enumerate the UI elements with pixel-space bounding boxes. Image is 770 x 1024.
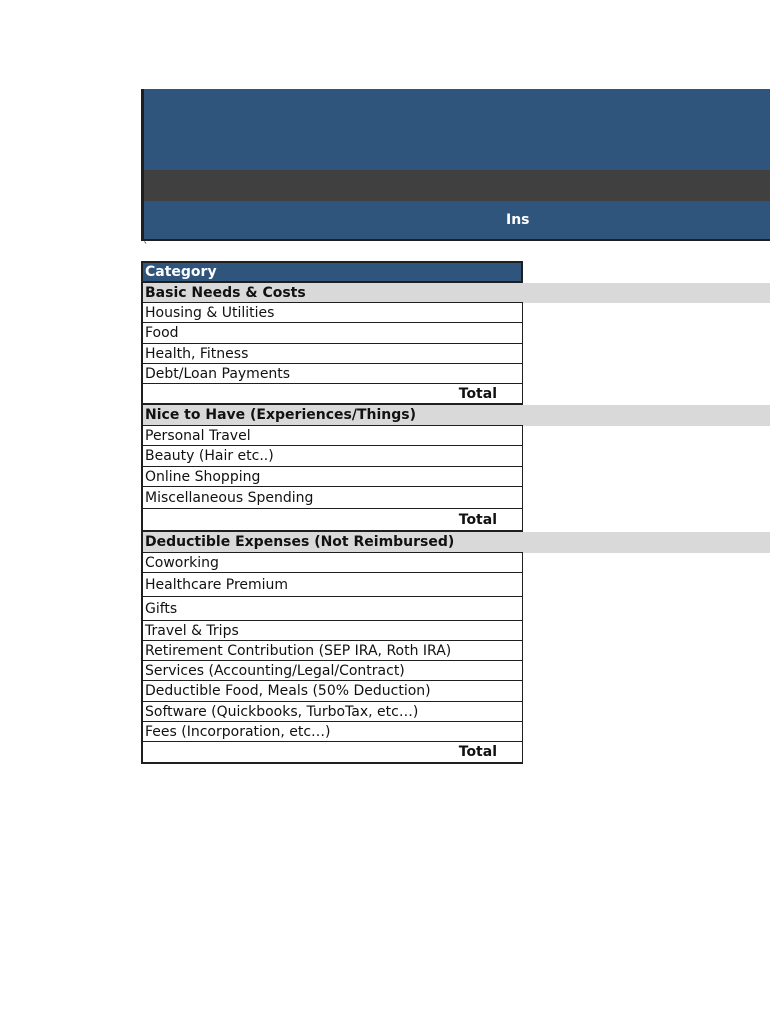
category-cell[interactable]: Personal Travel <box>141 426 523 446</box>
subtitle-text: Ins <box>506 212 530 228</box>
category-cell[interactable]: Fees (Incorporation, etc…) <box>141 722 523 742</box>
category-cell[interactable]: Online Shopping <box>141 467 523 487</box>
table-row <box>141 722 523 742</box>
section-title[interactable]: Nice to Have (Experiences/Things) <box>141 405 523 426</box>
category-header[interactable]: Category <box>141 261 523 283</box>
table-row <box>141 661 523 681</box>
table-row <box>141 426 523 446</box>
table-row <box>141 573 523 597</box>
stray-mark: ` <box>143 240 149 253</box>
table-row <box>141 597 523 621</box>
total-row <box>141 509 523 532</box>
category-cell[interactable]: Debt/Loan Payments <box>141 364 523 384</box>
total-label[interactable]: Total <box>141 509 523 532</box>
table-row <box>141 641 523 661</box>
table-row <box>141 323 523 344</box>
total-row <box>141 384 523 405</box>
category-cell[interactable]: Beauty (Hair etc..) <box>141 446 523 467</box>
category-cell[interactable]: Miscellaneous Spending <box>141 487 523 509</box>
section-title[interactable]: Basic Needs & Costs <box>141 283 523 303</box>
section-row-deductible <box>141 532 770 553</box>
category-cell[interactable]: Food <box>141 323 523 344</box>
category-cell[interactable]: Software (Quickbooks, TurboTax, etc…) <box>141 702 523 722</box>
category-cell[interactable]: Housing & Utilities <box>141 303 523 323</box>
table-row <box>141 303 523 323</box>
category-cell[interactable]: Health, Fitness <box>141 344 523 364</box>
section-title[interactable]: Deductible Expenses (Not Reimbursed) <box>141 532 523 553</box>
total-label[interactable]: Total <box>141 384 523 405</box>
title-divider-bar <box>141 170 770 201</box>
table-row <box>141 681 523 702</box>
category-cell[interactable]: Gifts <box>141 597 523 621</box>
category-cell[interactable]: Retirement Contribution (SEP IRA, Roth IRA) <box>141 641 523 661</box>
table-row <box>141 364 523 384</box>
table-row <box>141 446 523 467</box>
total-row <box>141 742 523 764</box>
table-row <box>141 621 523 641</box>
table-row <box>141 487 523 509</box>
title-banner <box>141 89 770 170</box>
subtitle-banner <box>141 201 770 241</box>
section-row-nice-to-have <box>141 405 770 426</box>
table-header-row <box>141 261 523 283</box>
category-cell[interactable]: Healthcare Premium <box>141 573 523 597</box>
category-cell[interactable]: Deductible Food, Meals (50% Deduction) <box>141 681 523 702</box>
table-row <box>141 467 523 487</box>
category-cell[interactable]: Coworking <box>141 553 523 573</box>
category-cell[interactable]: Services (Accounting/Legal/Contract) <box>141 661 523 681</box>
category-cell[interactable]: Travel & Trips <box>141 621 523 641</box>
table-row <box>141 553 523 573</box>
table-row <box>141 702 523 722</box>
table-row <box>141 344 523 364</box>
total-label[interactable]: Total <box>141 742 523 764</box>
section-row-basic-needs <box>141 283 770 303</box>
